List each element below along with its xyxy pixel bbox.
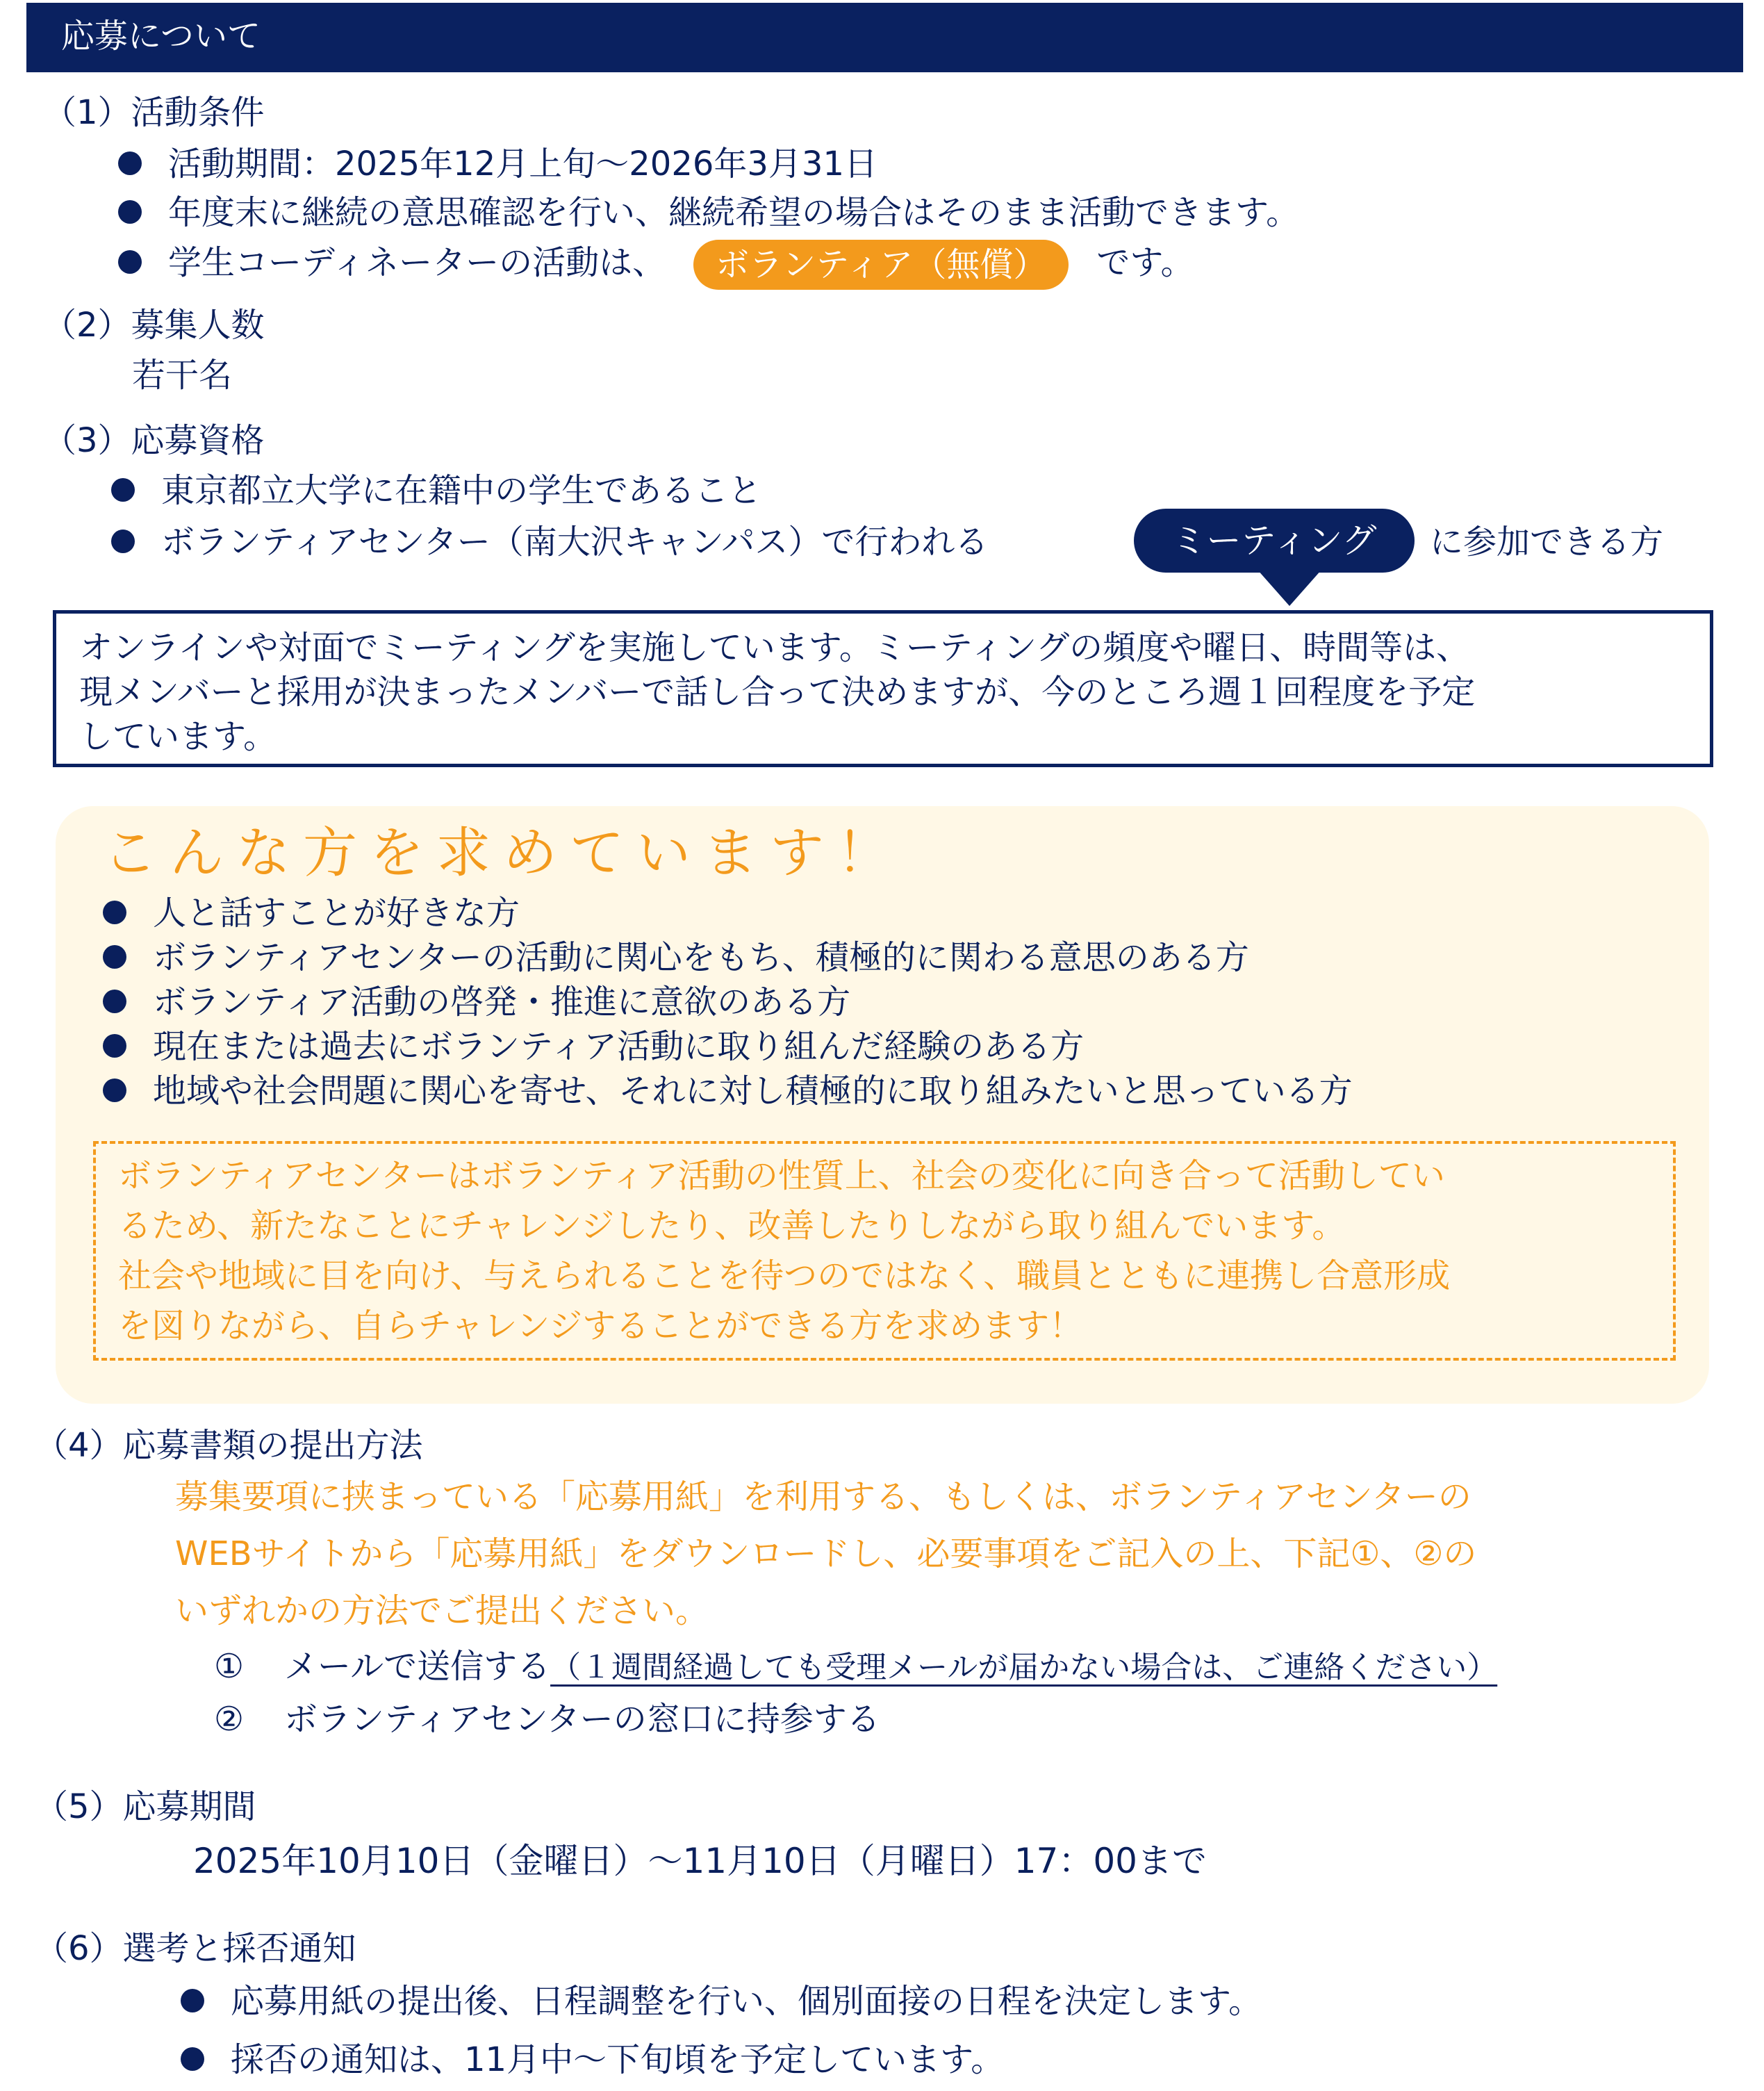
section-header-title: 応募について (61, 17, 261, 56)
list-item: 学生コーディネーターの活動は、 ボランティア（無償） です。 (118, 238, 1194, 290)
meeting-info-line: しています。 (79, 717, 277, 756)
bullet-icon (118, 250, 142, 274)
submission-method-counter: ② ボランティアセンターの窓口に持参する (214, 1700, 880, 1739)
seeking-note-line: を図りながら、自らチャレンジすることができる方を求めます！ (118, 1306, 1083, 1345)
list-item: 年度末に継続の意思確認を行い、継続希望の場合はそのまま活動できます。 (118, 192, 1299, 233)
submission-instructions-line: 募集要項に挟まっている「応募用紙」を利用する、もしくは、ボランティアセンターの (175, 1477, 1472, 1516)
meeting-info-line: オンラインや対面でミーティングを実施しています。ミーティングの頻度や曜日、時間等は、 (79, 628, 1470, 667)
heading-recruit-count: （2）募集人数 (43, 306, 265, 345)
bullet-icon (181, 2047, 204, 2071)
heading-activity-conditions: （1）活動条件 (43, 93, 265, 132)
list-item: 東京都立大学に在籍中の学生であること (111, 470, 761, 511)
method-number: ① (214, 1647, 245, 1686)
recruit-count-value: 若干名 (132, 356, 233, 395)
bullet-icon (111, 530, 135, 553)
list-item: ボランティア活動の啓発・推進に意欲のある方 (103, 981, 850, 1023)
bullet-icon (118, 200, 142, 224)
heading-selection-notice: （6）選考と採否通知 (35, 1929, 356, 1968)
list-item: ボランティアセンターの活動に関心をもち、積極的に関わる意思のある方 (103, 937, 1249, 978)
meeting-info-line: 現メンバーと採用が決まったメンバーで話し合って決めますが、今のところ週１回程度を予定 (79, 673, 1476, 712)
list-item: 地域や社会問題に関心を寄せ、それに対し積極的に取り組みたいと思っている方 (103, 1070, 1353, 1112)
list-item: 応募用紙の提出後、日程調整を行い、個別面接の日程を決定します。 (181, 1981, 1262, 2022)
list-item: 現在または過去にボランティア活動に取り組んだ経験のある方 (103, 1026, 1084, 1067)
bullet-icon (118, 151, 142, 175)
list-item: 採否の通知は、11月中～下旬頃を予定しています。 (181, 2039, 1004, 2081)
list-item: ボランティアセンター（南大沢キャンパス）で行われる (111, 521, 988, 563)
list-item: 人と話すことが好きな方 (103, 892, 520, 934)
method-number: ② (214, 1700, 245, 1739)
seeking-note-line: 社会や地域に目を向け、与えられることを待つのではなく、職員とともに連携し合意形成 (118, 1256, 1451, 1295)
heading-eligibility: （3）応募資格 (43, 421, 265, 460)
bullet-icon (103, 1034, 126, 1058)
arrow-down-icon (1258, 570, 1321, 606)
meeting-badge: ミーティング (1134, 509, 1415, 573)
email-note: （１週間経過しても受理メールが届かない場合は、ご連絡ください） (550, 1650, 1498, 1685)
seeking-note-line: るため、新たなことにチャレンジしたり、改善したりしながら取り組んでいます。 (118, 1206, 1346, 1245)
eligibility-item-suffix: に参加できる方 (1430, 523, 1664, 561)
bullet-icon (103, 990, 126, 1013)
bullet-icon (103, 945, 126, 969)
bullet-icon (181, 1989, 204, 2012)
volunteer-unpaid-badge: ボランティア（無償） (693, 240, 1069, 290)
heading-submission-method: （4）応募書類の提出方法 (35, 1426, 423, 1465)
application-period-value: 2025年10月10日（金曜日）～11月10日（月曜日）17：00まで (193, 1841, 1207, 1881)
submission-method-email: ① メールで送信する（１週間経過しても受理メールが届かない場合は、ご連絡ください） (214, 1647, 1498, 1686)
bullet-icon (111, 478, 135, 502)
bullet-icon (103, 1079, 126, 1102)
submission-instructions-line: いずれかの方法でご提出ください。 (175, 1591, 709, 1630)
heading-application-period: （5）応募期間 (35, 1787, 256, 1826)
bullet-icon (103, 901, 126, 924)
seeking-heading: こんな方を求めています！ (103, 822, 904, 885)
section-header-bar (26, 3, 1743, 72)
list-item: 活動期間：2025年12月上旬～2026年3月31日 (118, 143, 877, 185)
seeking-note-line: ボランティアセンターはボランティア活動の性質上、社会の変化に向き合って活動してい (118, 1156, 1445, 1195)
submission-instructions-line: WEBサイトから「応募用紙」をダウンロードし、必要事項をご記入の上、下記①、②の (175, 1534, 1477, 1573)
